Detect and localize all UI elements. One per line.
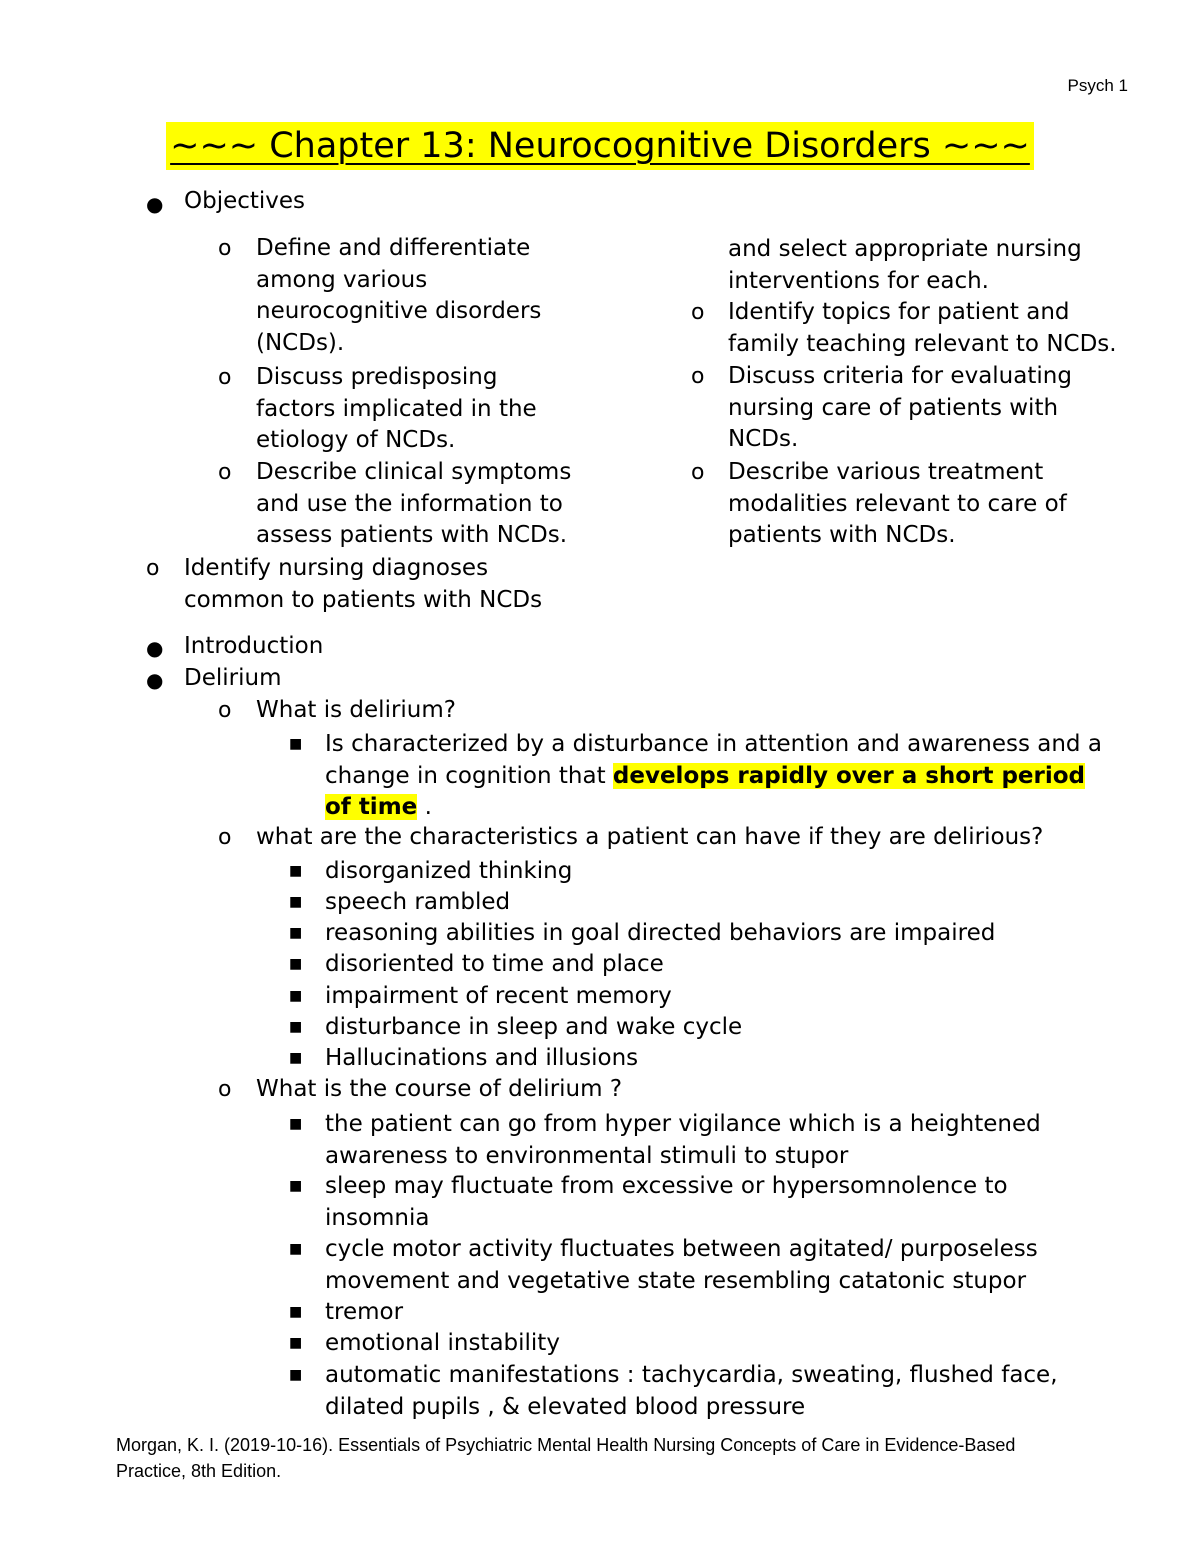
square-bullet-icon: ■ — [289, 1050, 303, 1066]
objective-item: Identify nursing diagnoses common to patients with NCDs — [184, 555, 543, 613]
objective-item: Discuss predisposing factors implicated in the etiology of NCDs. — [256, 364, 537, 453]
square-bullet-icon: ■ — [289, 1019, 303, 1035]
delirium-definition: Is characterized by a disturbance in attention and awareness and a change in cognition that develops rapidly over a short period of time . — [325, 731, 1102, 820]
characteristic-item: speech rambled — [325, 889, 511, 915]
course-item: sleep may fluctuate from excessive or hypersomnolence to insomnia — [325, 1173, 1008, 1231]
circle-bullet-icon: o — [218, 365, 232, 390]
section-delirium: Delirium — [184, 665, 282, 691]
square-bullet-icon: ■ — [289, 1304, 303, 1320]
course-item: emotional instability — [325, 1330, 560, 1356]
circle-bullet-icon: o — [218, 460, 232, 485]
objective-continuation: and select appropriate nursing interventions for each. — [728, 236, 1082, 294]
square-bullet-icon: ■ — [289, 1178, 303, 1194]
characteristic-item: disorganized thinking — [325, 858, 573, 884]
delirium-question: What is the course of delirium ? — [256, 1076, 623, 1102]
circle-bullet-icon: o — [218, 1077, 232, 1102]
characteristic-item: impairment of recent memory — [325, 983, 672, 1009]
highlight-text: of time — [325, 794, 418, 820]
square-bullet-icon: ■ — [289, 1335, 303, 1351]
square-bullet-icon: ■ — [289, 1367, 303, 1383]
circle-bullet-icon: o — [218, 698, 232, 723]
square-bullet-icon: ■ — [289, 956, 303, 972]
objective-item: Describe clinical symptoms and use the information to assess patients with NCDs. — [256, 459, 572, 548]
title-wrap — [0, 122, 1200, 170]
page-header: Psych 1 — [1067, 76, 1128, 95]
course-item: the patient can go from hyper vigilance which is a heightened awareness to environmental stimuli to stupor — [325, 1111, 1041, 1169]
objective-item: Define and differentiate among various neurocognitive disorders (NCDs). — [256, 235, 542, 356]
bullet-dot-icon: ● — [146, 668, 164, 692]
circle-bullet-icon: o — [218, 236, 232, 261]
characteristic-item: Hallucinations and illusions — [325, 1045, 639, 1071]
square-bullet-icon: ■ — [289, 863, 303, 879]
delirium-question: What is delirium? — [256, 697, 456, 723]
delirium-question: what are the characteristics a patient can have if they are delirious? — [256, 824, 1044, 850]
bullet-dot-icon: ● — [146, 192, 164, 216]
square-bullet-icon: ■ — [289, 1116, 303, 1132]
characteristic-item: disturbance in sleep and wake cycle — [325, 1014, 743, 1040]
square-bullet-icon: ■ — [289, 894, 303, 910]
chapter-title: ~~~ Chapter 13: Neurocognitive Disorders ~~~ — [166, 122, 1034, 170]
square-bullet-icon: ■ — [289, 925, 303, 941]
square-bullet-icon: ■ — [289, 736, 303, 752]
circle-bullet-icon: o — [146, 556, 160, 581]
characteristic-item: disoriented to time and place — [325, 951, 664, 977]
course-item: tremor — [325, 1299, 404, 1325]
objectives-heading: Objectives — [184, 188, 306, 214]
characteristic-item: reasoning abilities in goal directed behaviors are impaired — [325, 920, 996, 946]
square-bullet-icon: ■ — [289, 988, 303, 1004]
circle-bullet-icon: o — [218, 825, 232, 850]
circle-bullet-icon: o — [691, 364, 705, 389]
bullet-dot-icon: ● — [146, 636, 164, 660]
course-item: cycle motor activity fluctuates between agitated/ purposeless movement and vegetative state resembling catatonic stupor — [325, 1236, 1038, 1294]
course-item: automatic manifestations : tachycardia, sweating, flushed face, dilated pupils , & elevated blood pressure — [325, 1362, 1058, 1420]
circle-bullet-icon: o — [691, 300, 705, 325]
objective-item: Identify topics for patient and family teaching relevant to NCDs. — [728, 299, 1117, 357]
highlight-text: develops rapidly over a short period — [612, 762, 1086, 789]
section-introduction: Introduction — [184, 633, 324, 659]
circle-bullet-icon: o — [691, 460, 705, 485]
square-bullet-icon: ■ — [289, 1241, 303, 1257]
objective-item: Discuss criteria for evaluating nursing care of patients with NCDs. — [728, 363, 1072, 452]
footer-citation: Morgan, K. I. (2019-10-16). Essentials of Psychiatric Mental Health Nursing Concepts of Care in Evidence-Based Practice, 8th Edition. — [116, 1435, 1016, 1481]
objective-item: Describe various treatment modalities relevant to care of patients with NCDs. — [728, 459, 1067, 548]
